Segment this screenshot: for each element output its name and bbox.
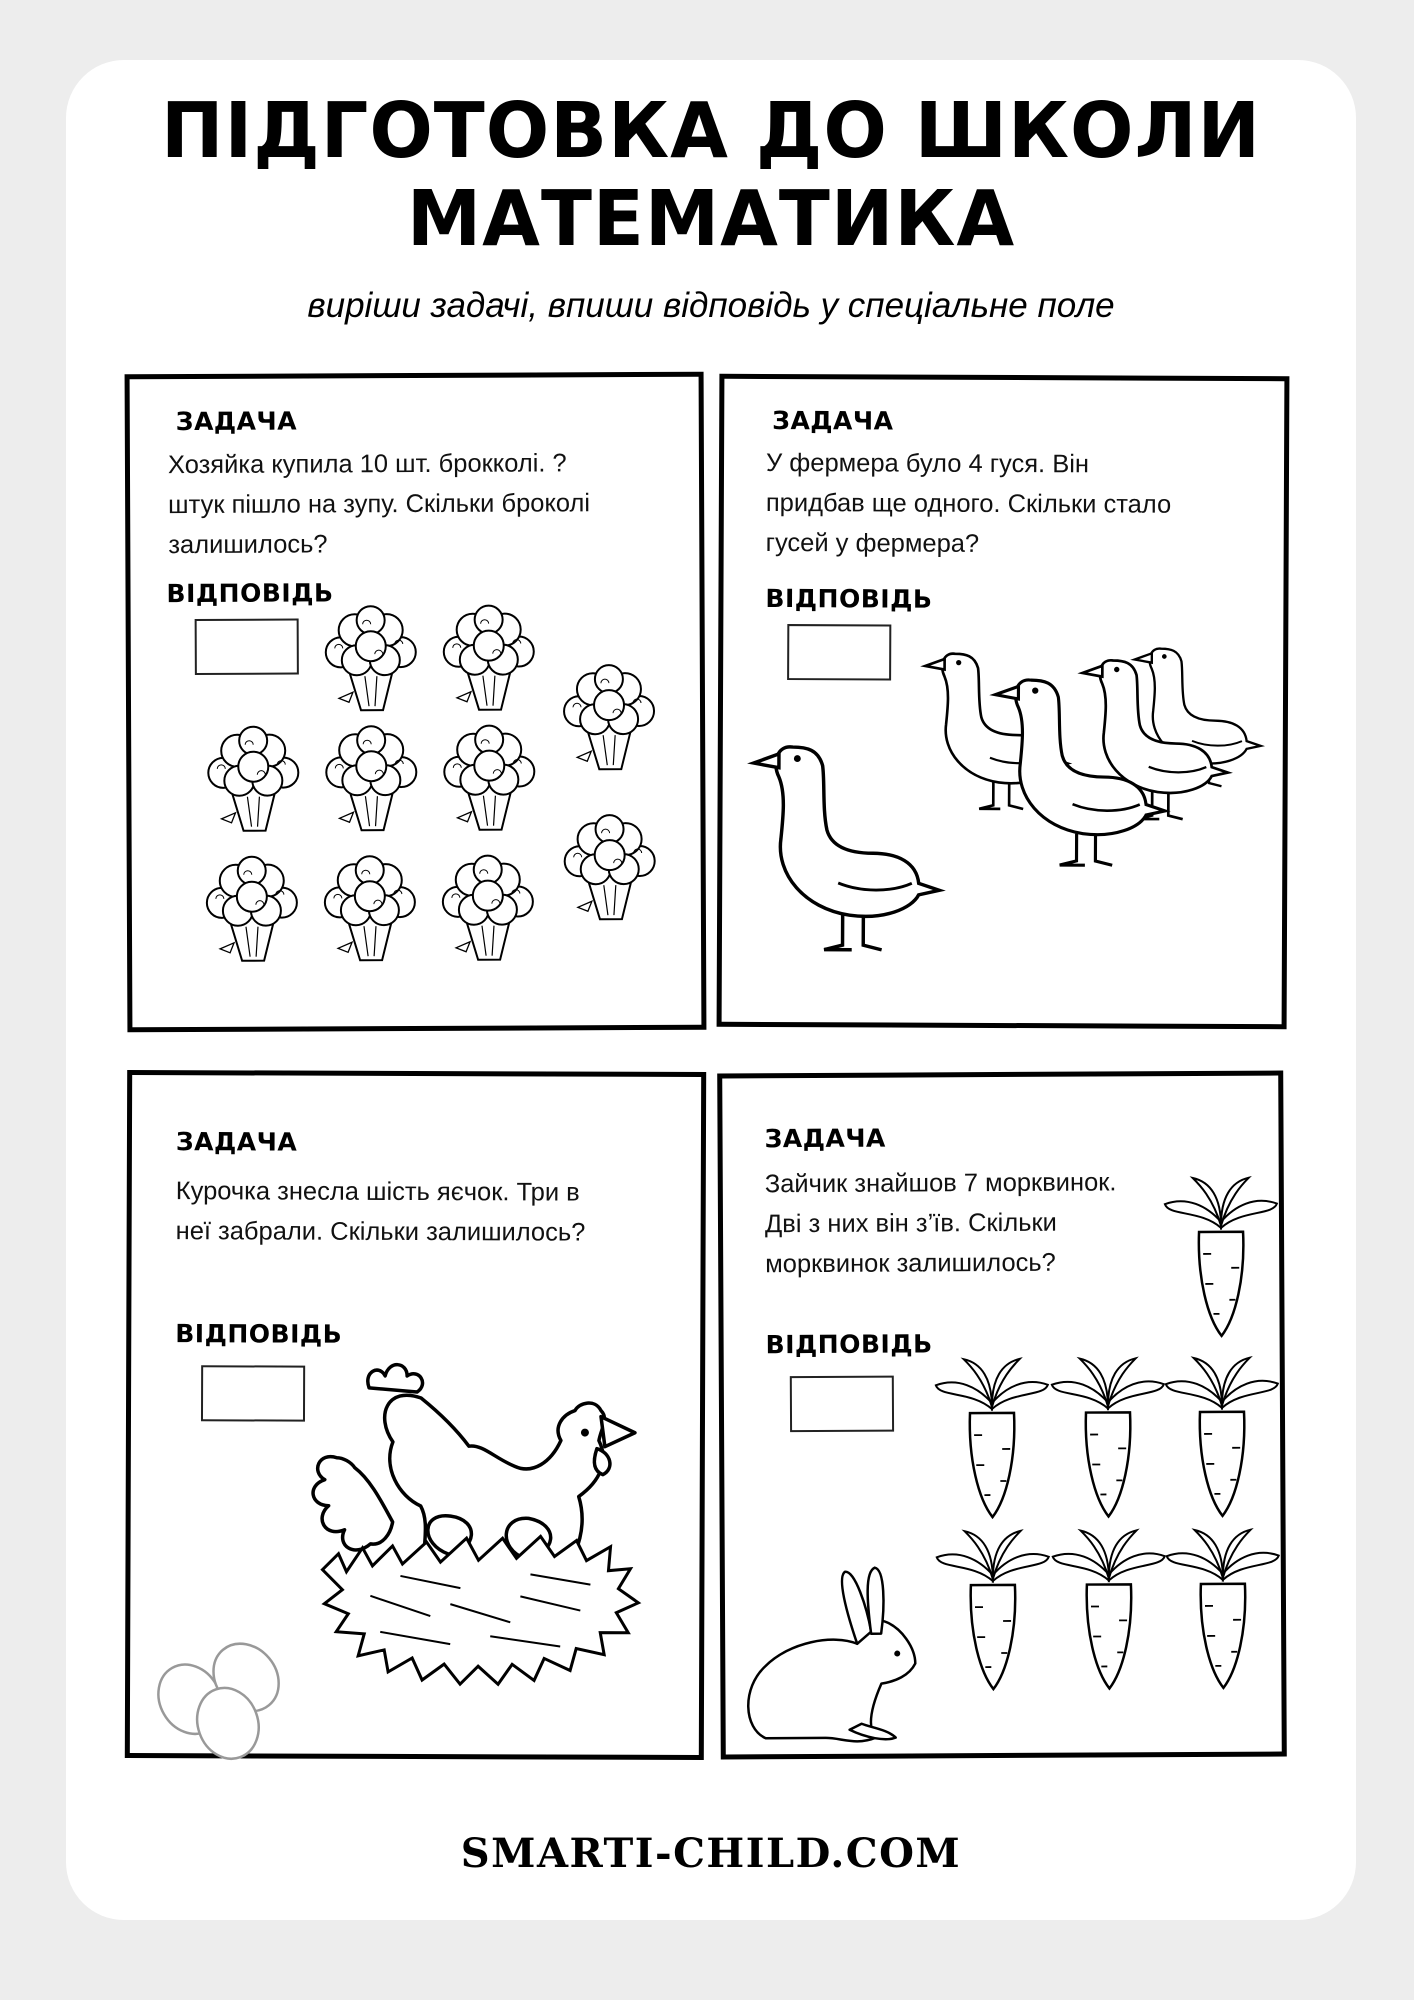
carrot-icon (1167, 1530, 1280, 1689)
broccoli-icon (444, 725, 534, 829)
carrot-icon (1053, 1530, 1166, 1689)
task-text-line: штук пішло на зупу. Скільки броколі (168, 489, 591, 520)
rabbit-icon (748, 1567, 916, 1741)
site-url: SMARTI-CHILD.COM (460, 1830, 962, 1877)
broccoli-illustration (130, 377, 712, 1038)
task-card-carrots (717, 1071, 1287, 1760)
task-label: ЗАДАЧА (764, 1123, 886, 1154)
task-text-line: неї забрали. Скільки залишилось? (175, 1217, 586, 1247)
hen-icon (313, 1364, 635, 1570)
broccoli-icon (443, 855, 533, 959)
hen-illustration (130, 1075, 711, 1765)
task-text-line: Зайчик знайшов 7 морквинок. (764, 1168, 1117, 1199)
task-text-line: Хозяйка купила 10 шт. брокколі. ? (167, 449, 567, 480)
nest-icon (322, 1536, 639, 1685)
task-card-broccoli (125, 372, 707, 1033)
task-label: ЗАДАЧА (175, 1127, 298, 1157)
task-text-line: гусей у фермера? (765, 528, 980, 558)
task-label: ЗАДАЧА (772, 405, 894, 436)
carrot-icon (1052, 1358, 1165, 1517)
task-card-geese (717, 374, 1290, 1029)
title-line-1: ПІДГОТОВКА ДО ШКОЛИ (161, 87, 1261, 176)
broccoli-icon (444, 605, 534, 709)
broccoli-icon (326, 606, 416, 710)
broccoli-icon (564, 665, 654, 769)
task-card-hen (125, 1070, 706, 1760)
task-text-line: У фермера було 4 гуся. Він (765, 448, 1090, 479)
page-title (85, 88, 1336, 264)
page-subtitle: виріши задачі, впиши відповідь у спеціальне поле (307, 286, 1115, 325)
broccoli-icon (207, 857, 297, 961)
worksheet (66, 60, 1356, 1920)
answer-label: ВІДПОВІДЬ (166, 578, 334, 609)
carrot-icon (1165, 1178, 1278, 1337)
hen-eye (581, 1429, 589, 1437)
egg-icon (146, 1630, 293, 1767)
carrot-icon (936, 1359, 1049, 1518)
task-label: ЗАДАЧА (175, 406, 298, 437)
broccoli-icon (326, 726, 416, 830)
task-text-line: Дві з них він з’їв. Скільки (764, 1208, 1057, 1239)
broccoli-icon (208, 727, 298, 831)
broccoli-icon (325, 856, 415, 960)
task-text-line: морквинок залишилось? (765, 1248, 1056, 1279)
task-text-line: залишилось? (168, 530, 328, 560)
carrot-icon (937, 1531, 1050, 1690)
answer-label: ВІДПОВІДЬ (765, 583, 933, 614)
carrots-illustration (722, 1075, 1292, 1764)
broccoli-icon (564, 815, 654, 919)
rabbit-eye (894, 1651, 900, 1657)
title-line-2: МАТЕМАТИКА (406, 175, 1016, 264)
answer-label: ВІДПОВІДЬ (175, 1319, 343, 1349)
carrot-icon (1166, 1358, 1279, 1517)
answer-label: ВІДПОВІДЬ (765, 1329, 933, 1360)
geese-illustration (722, 379, 1295, 1034)
goose-icon (753, 747, 940, 950)
task-text-line: придбав ще одного. Скільки стало (765, 488, 1172, 519)
task-text-line: Курочка знесла шість яєчок. Три в (175, 1177, 580, 1207)
